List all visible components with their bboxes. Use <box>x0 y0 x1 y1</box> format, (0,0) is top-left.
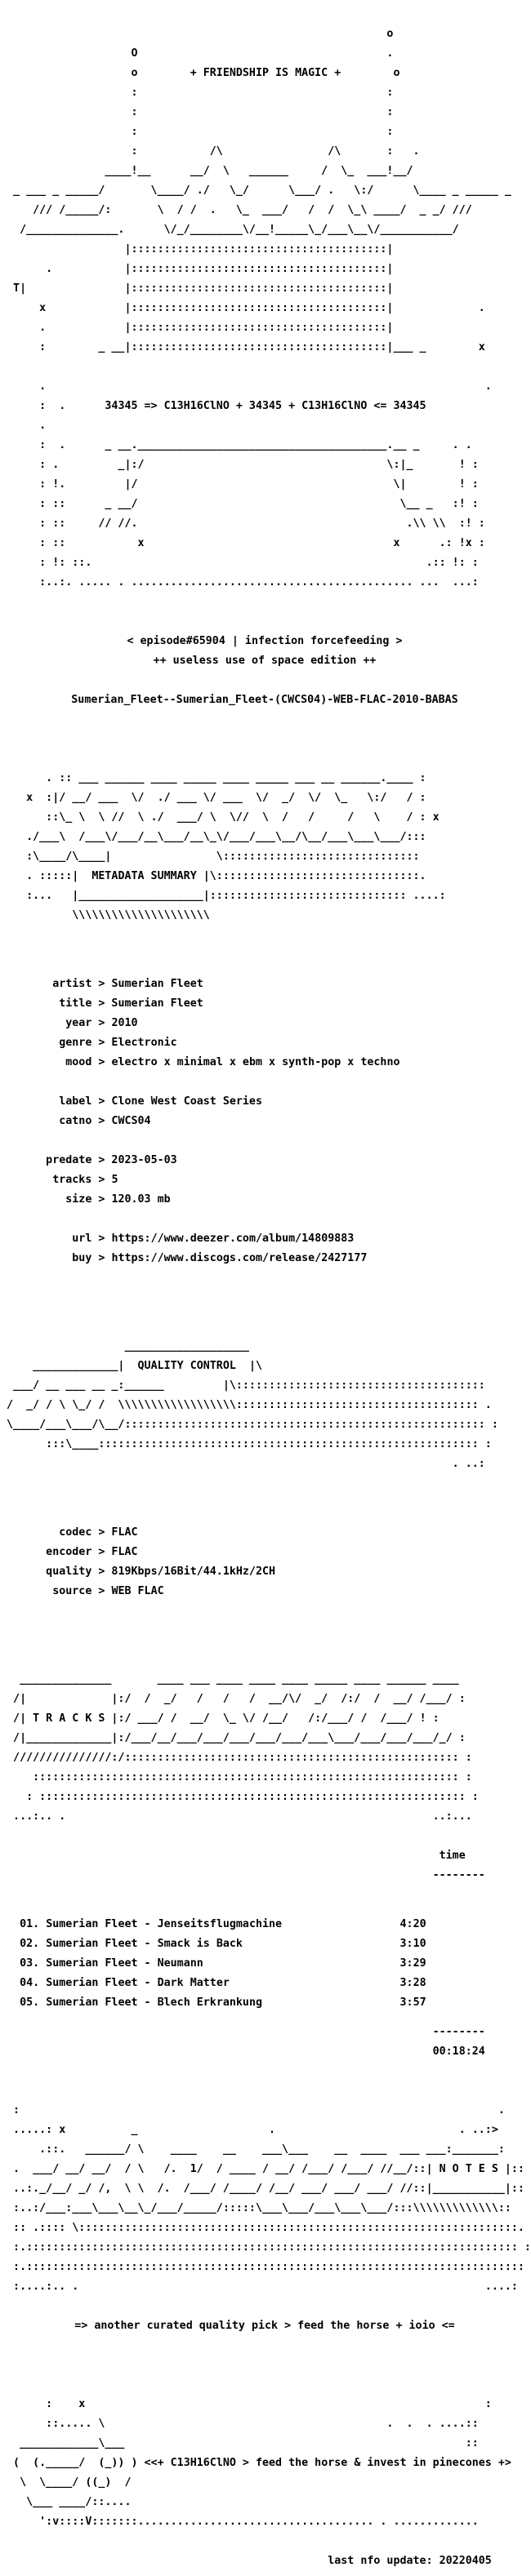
footer-slogan: <<+ C13H16ClNO > feed the horse & invest in pinecones +> <box>144 2457 511 2469</box>
nfo-document: o O . o + FRIENDSHIP IS MAGIC + o : : : : : : : /\ /\ : . ____!__ __/ \ ______ / \_ ___!__/ _ ___ _ _____/ \____/ ./ \_/ \___/ . \:/ \____ _ _____ _ /// /_____/: \ / / . \_ ___/ / / \_\ ____/ _ _/ /// /______________. \/_/________\/__!_____\_/___\__\/___________/ |:::::::::::::::::::::::::::::::::::::::| . |:::::::::::::::::::::::::::::::::::::::| T| |:::::::::::::::::::::::::::::::::::::::| x |:::::::::::::::::::::::::::::::::::::::| . . |:::::::::::::::::::::::::::::::::::::::| : _ __|:::::::::::::::::::::::::::::::::::::::|___ _ x . . : . 34345 => C13H16ClNO + 34345 + C13H16ClNO <= 34345 . : . _ __.______________________________________.__ _ . . : . _|:/ \:|_ ! : : !. |/ \| ! : : :: _ __/ \__ _ :! : : :: // //. .\\ \\ :! : : :: x x .: !x : : !: ::. .:: !: : :..:. ..... . ........................................... ... ...: < episode#65904 | infection forcefeeding > ++ useless use of space edition ++ Sumerian_Fleet--Sumerian_Fleet-(CWCS04)-WEB-FLAC-2010-BABAS . :: ___ ______ ____ _____ ____ _____ ___ __ ______.____ : x :|/ __/ ___ \/ ./ ___ \/ ___ \/ _/ \/ \_ \:/ / : ::\_ \ \ // \ ./ ___/ \ \// \ / / / \ / : x ./___\ /___\/___/__\___/__\_\/___/___\__/\__/___\___\___/::: :\____/\____| \:::::::::::::::::::::::::::::: . :::::| METADATA SUMMARY |\:::::::::::::::::::::::::::::::. :... |___________________|:::::::::::::::::::::::::::::: ....: \\\\\\\\\\\\\\\\\\\\\ artist > Sumerian Fleet title > Sumerian Fleet year > 2010 genre > Electronic mood > electro x minimal x ebm x synth-pop x techno label > Clone West Coast Series catno > CWCS04 predate > 2023-05-03 tracks > 5 size > 120.03 mb url > https://www.deezer.com/album/14809883 buy > https://www.discogs.com/release/2427177 ___________________ _____________| QUALITY CONTROL |\ ___/ __ ___ __ _:______ |\:::::::::::::::::::::::::::::::::::::: / _/ / \ \_/ / \\\\\\\\\\\\\\\\\\::::::::::::::::::::::::::::::::::::: . \____/___\___/\__/::::::::::::::::::::::::::::::::::::::::::::::::::::::: : :::\____:::::::::::::::::::::::::::::::::::::::::::::::::::::::::: : . ..: codec > FLAC encoder > FLAC quality > 819Kbps/16Bit/44.1kHz/2CH source > WEB FLAC ______________ ____ ___ ____ ____ ____ _____ ____ ______ ____ /| |:/ / _/ / / / __/\/ _/ /:/ / __/ /___/ : /| T R A C K S |:/ ___/ / __/ \_ \/ /__/ /:/___/ / /___/ ! : /|_____________|:/___/__/___/___/___/___/___/___\___/___/___/___/_/ : ///////////////:/::::::::::::::::::::::::::::::::::::::::::::::::::: : ::::::::::::::::::::::::::::::::::::::::::::::::::::::::::::::::: : : ::::::::::::::::::::::::::::::::::::::::::::::::::::::::::::::::: : ...:.. . ..:... time -------- 01. Sumerian Fleet - Jenseitsflugmachine 4:20 02. Sumerian Fleet - Smack is Back 3:10 03. Sumerian Fleet - Neumann 3:29 04. Sumerian Fleet - Dark Matter 3:28 05. Sumerian Fleet - Blech Erkrankung 3:57 -------- 00:18:24 : . .....: x _ . . ..:> .::. ______/ \ ____ __ ___\___ __ ____ ___ ___:_______: . ___/ __/ __/ / \ /. 1/ / ____ / __/ /___/ /___/ //__/::| N O T E S |:: ..:._/__/ _/ /, \ \ /. /___/ /____/ /__/ ___/ ___/ ___/ //::|___________|:: :..:/___:___\___\__\_/___/_____/:::::\___\___/___\___\___/:::\\\\\\\\\\\\\:: :: .:::: \:::::::::::::::::::::::::::::::::::::::::::::::::::::::::::::::::::. :.::::::::::::::::::::::::::::::::::::::::::::::::::::::::::::::::::::::::::: : :.:::::::::::::::::::::::::::::::::::::::::::::::::::::::::::::::::::::::::::: :....:.. . ....: => another curated quality pick > feed the horse + ioio <= : x : ::..... \ . . . ....:: ____________\___ :: ( (._____/ (_)) ) <<+ C13H16ClNO > feed the horse & invest in pinecones +> \ \____/ ((_) / \___ ____/::.... ':v::::V:::::::.................................... . ............. last nfo update: 20220405 <box>0 28 531 2567</box>
metadata-row-title: title > Sumerian Fleet <box>59 997 203 1010</box>
metadata-list <box>0 970 529 1273</box>
last-update: last nfo update: 20220405 <box>328 2555 492 2567</box>
notes-line: => another curated quality pick > feed the horse + ioio <= <box>74 2320 455 2332</box>
tagline: ++ useless use of space edition ++ <box>153 655 377 667</box>
tracks-heading: T R A C K S <box>33 1712 105 1725</box>
quality-list <box>0 1518 529 1606</box>
episode-line: < episode#65904 | infection forcefeeding > <box>127 635 403 647</box>
track-row: 05. Sumerian Fleet - Blech Erkrankung 3:57 <box>20 1996 426 2009</box>
track-list <box>0 1910 529 2018</box>
formula-line: 34345 => C13H16ClNO + 34345 + C13H16ClNO <= 34345 <box>105 400 426 412</box>
banner-title: + FRIENDSHIP IS MAGIC + <box>190 67 341 79</box>
metadata-heading: METADATA SUMMARY <box>91 870 197 882</box>
quality-row-codec: codec > FLAC <box>59 1526 138 1539</box>
metadata-row-tracks: tracks > 5 <box>52 1174 118 1186</box>
track-row: 02. Sumerian Fleet - Smack is Back 3:10 <box>20 1938 426 1950</box>
metadata-row-catno: catno > CWCS04 <box>59 1115 151 1127</box>
metadata-row-mood: mood > electro x minimal x ebm x synth-pop x techno <box>65 1056 400 1068</box>
quality-row-quality: quality > 819Kbps/16Bit/44.1kHz/2CH <box>46 1566 276 1578</box>
time-column-header: time <box>439 1850 466 1862</box>
total-time: 00:18:24 <box>432 2045 485 2058</box>
metadata-row-artist: artist > Sumerian Fleet <box>52 978 203 990</box>
discogs-link[interactable]: https://www.discogs.com/release/2427177 <box>111 1252 368 1264</box>
quality-row-source: source > WEB FLAC <box>52 1585 164 1597</box>
metadata-row-genre: genre > Electronic <box>59 1037 177 1049</box>
track-row: 03. Sumerian Fleet - Neumann 3:29 <box>20 1957 426 1970</box>
metadata-row-url: url > https://www.deezer.com/album/14809883 <box>72 1232 355 1245</box>
track-row: 04. Sumerian Fleet - Dark Matter 3:28 <box>20 1977 426 1989</box>
metadata-row-size: size > 120.03 mb <box>65 1193 171 1206</box>
metadata-row-buy: buy > https://www.discogs.com/release/2427177 <box>72 1252 368 1264</box>
metadata-row-year: year > 2010 <box>65 1017 138 1029</box>
metadata-row-label: label > Clone West Coast Series <box>59 1095 262 1108</box>
track-row: 01. Sumerian Fleet - Jenseitsflugmachine 4:20 <box>20 1918 426 1930</box>
metadata-row-predate: predate > 2023-05-03 <box>46 1154 177 1166</box>
notes-heading: N O T E S <box>439 2163 498 2175</box>
release-name: Sumerian_Fleet--Sumerian_Fleet-(CWCS04)-WEB-FLAC-2010-BABAS <box>71 694 458 706</box>
quality-heading: QUALITY CONTROL <box>137 1360 236 1372</box>
deezer-link[interactable]: https://www.deezer.com/album/14809883 <box>111 1232 355 1245</box>
quality-row-encoder: encoder > FLAC <box>46 1546 138 1558</box>
